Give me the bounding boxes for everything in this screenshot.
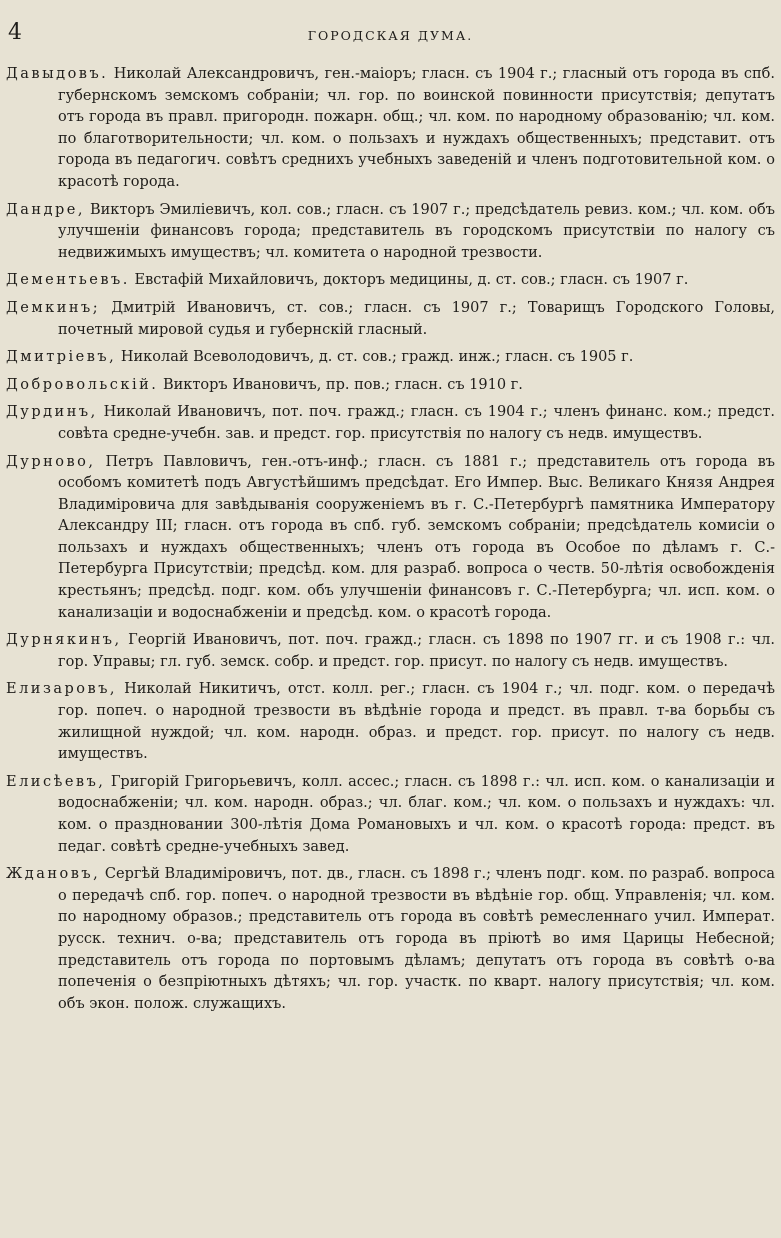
entry-surname: Дурдинъ,: [6, 404, 98, 421]
entry-surname: Елизаровъ,: [6, 681, 118, 698]
entry-surname: Ждановъ,: [6, 866, 101, 883]
entry-text: Николай Никитичъ, отст. колл. рег.; гласн. съ 1904 г.; чл. подг. ком. о передачѣ гор. попеч. о народной трезвости въ вѣдѣніе города и предст. въ правл. т-ва борьбы съ жилищной нуждой; чл. ком. народн. образ. и предст. гор. присут. по налогу съ недв. имуществъ.: [58, 681, 775, 763]
list-item: [6, 864, 775, 1015]
page-header: [6, 18, 775, 52]
entry-text: Николай Всеволодовичъ, д. ст. сов.; гражд. инж.; гласн. съ 1905 г.: [120, 349, 634, 366]
entry-surname: Дмитріевъ,: [6, 349, 117, 366]
list-item: [6, 452, 775, 625]
entry-list: [6, 64, 775, 1015]
entry-text: Викторъ Ивановичъ, пр. пов.; гласн. съ 1910 г.: [162, 376, 523, 393]
entry-surname: Дементьевъ.: [6, 272, 130, 289]
entry-text: Николай Ивановичъ, пот. поч. гражд.; гласн. съ 1904 г.; членъ финанс. ком.; предст. совѣта средне-учебн. зав. и предст. гор. присутствія по налогу съ недв. имуществъ.: [58, 404, 775, 442]
list-item: [6, 270, 775, 292]
list-item: [6, 298, 775, 341]
list-item: [6, 200, 775, 265]
entry-text: Николай Александровичъ, ген.-маіоръ; гласн. съ 1904 г.; гласный отъ города въ спб. губернскомъ земскомъ собраніи; чл. гор. по воинской повинности присутствія; депутатъ отъ города въ правл. пригородн. пожарн. общ.; чл. ком. по народному образованію; чл. ком. по благотворительности; чл. ком. о пользахъ и нуждахъ общественныхъ; представит. отъ города въ педагогич. совѣтъ среднихъ учебныхъ заведеній и членъ подготовительной ком. о красотѣ города.: [58, 66, 776, 190]
page-number: 4: [8, 20, 22, 45]
entry-text: Викторъ Эмиліевичъ, кол. сов.; гласн. съ 1907 г.; предсѣдатель ревиз. ком.; чл. ком. объ улучшеніи финансовъ города; представитель въ городскомъ присутствіи по налогу съ недвижимыхъ имуществъ; чл. комитета о народной трезвости.: [58, 201, 776, 261]
list-item: [6, 375, 775, 397]
list-item: [6, 402, 775, 445]
entry-surname: Елисѣевъ,: [6, 773, 106, 790]
entry-surname: Дурново,: [6, 453, 96, 470]
entry-surname: Давыдовъ.: [6, 66, 109, 82]
entry-text: Евстафій Михайловичъ, докторъ медицины, д. ст. сов.; гласн. съ 1907 г.: [134, 272, 689, 289]
list-item: [6, 347, 775, 369]
list-item: [6, 679, 775, 765]
running-title: ГОРОДСКАЯ ДУМА.: [307, 28, 474, 43]
entry-text: Дмитрій Ивановичъ, ст. сов.; гласн. съ 1907 г.; Товарищъ Городского Головы, почетный мировой судья и губернскій гласный.: [58, 299, 775, 338]
entry-text: Сергѣй Владиміровичъ, пот. дв., гласн. съ 1898 г.; членъ подг. ком. по разраб. вопроса о передачѣ спб. гор. попеч. о народной трезвости въ вѣдѣніе гор. общ. Управленія; чл. ком. по народному образов.; представитель отъ города въ совѣтѣ ремесленнаго учил. Императ. русск. технич. о-ва; представитель отъ города въ пріютѣ во имя Царицы Небесной; представитель отъ города по портовымъ дѣламъ; депутатъ отъ города въ совѣтѣ о-ва попеченія о безпріютныхъ дѣтяхъ; чл. гор. участк. по кварт. налогу присутствія; чл. ком. объ экон. полож. служащихъ.: [58, 866, 775, 1012]
entry-surname: Дурнякинъ,: [6, 632, 122, 649]
list-item: [6, 630, 775, 673]
list-item: [6, 772, 775, 858]
entry-surname: Добровольскій.: [6, 376, 159, 393]
entry-text: Петръ Павловичъ, ген.-отъ-инф.; гласн. съ 1881 г.; представитель отъ города въ особомъ комитетѣ подъ Августѣйшимъ предсѣдат. Его Импер. Выс. Великаго Князя Андрея Владиміровича для завѣдыванія сооруженіемъ въ г. С.-Петербургѣ памятника Императору Александру III; гласн. отъ города въ спб. губ. земскомъ собраніи; предсѣдатель комисіи о пользахъ и нуждахъ общественныхъ; членъ отъ города въ Особое по дѣламъ г. С.-Петербурга Присутствіи; предсѣд. ком. для разраб. вопроса о честв. 50-лѣтія освобожденія крестьянъ; предсѣд. подг. ком. объ улучшеніи финансовъ г. С.-Петербурга; чл. исп. ком. о канализаціи и водоснабженіи и предсѣд. ком. о красотѣ города.: [58, 453, 775, 621]
entry-surname: Дандре,: [6, 201, 85, 218]
list-item: [6, 64, 775, 194]
entry-surname: Демкинъ;: [6, 299, 101, 316]
entry-text: Григорій Григорьевичъ, колл. ассес.; гласн. съ 1898 г.: чл. исп. ком. о канализаціи и водоснабженіи; чл. ком. народн. образ.; чл. благ. ком.; чл. ком. о пользахъ и нуждахъ: чл. ком. о праздновании 300-лѣтія Дома Романовыхъ и чл. ком. о красотѣ города: предст. въ педаг. совѣтѣ средне-учебныхъ завед.: [58, 773, 775, 855]
entry-text: Георгій Ивановичъ, пот. поч. гражд.; гласн. съ 1898 по 1907 гг. и съ 1908 г.: чл. гор. Управы; гл. губ. земск. собр. и предст. гор. присут. по налогу съ недв. имуществъ.: [58, 632, 776, 670]
